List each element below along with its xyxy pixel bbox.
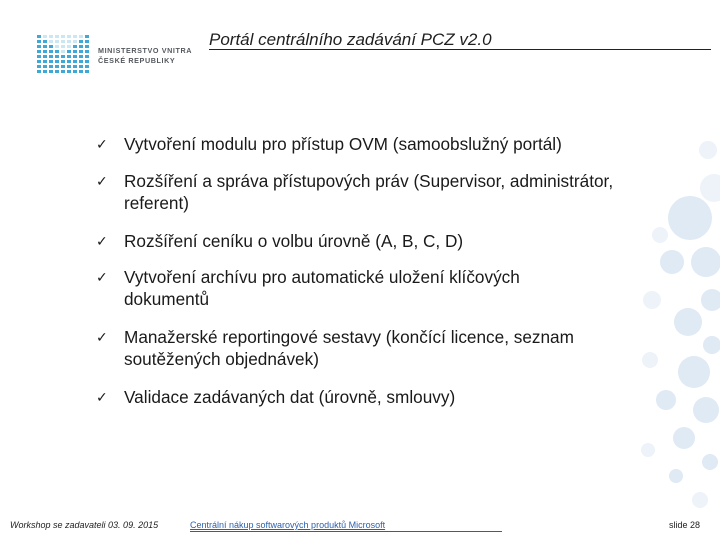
- logo-dot: [49, 50, 53, 53]
- logo-dot: [85, 65, 89, 68]
- logo-dot: [55, 65, 59, 68]
- logo-dot: [49, 65, 53, 68]
- logo-dot: [73, 35, 77, 38]
- checkmark-icon: ✓: [96, 270, 108, 286]
- bullet-text: Rozšíření a správa přístupových práv (Supervisor, administrátor, referent): [124, 171, 614, 213]
- logo-dot: [73, 40, 77, 43]
- logo-dot: [85, 40, 89, 43]
- logo-dot: [61, 55, 65, 58]
- logo-dot: [67, 60, 71, 63]
- logo-dot: [61, 65, 65, 68]
- bullet-text: Validace zadávaných dat (úrovně, smlouvy): [124, 387, 456, 407]
- logo-dot: [73, 65, 77, 68]
- checkmark-icon: ✓: [96, 137, 108, 153]
- logo-dot: [79, 60, 83, 63]
- logo-dot: [55, 70, 59, 73]
- checkmark-icon: ✓: [96, 330, 108, 346]
- logo-dot: [37, 65, 41, 68]
- logo-dot: [43, 45, 47, 48]
- ministry-logo-text: [98, 46, 192, 66]
- logo-dot: [43, 70, 47, 73]
- logo-dot: [49, 35, 53, 38]
- logo-dot: [67, 55, 71, 58]
- logo-dot: [37, 40, 41, 43]
- logo-dot: [61, 70, 65, 73]
- bullet-text: Manažerské reportingové sestavy (končící licence, seznam soutěžených objednávek): [124, 327, 574, 369]
- logo-dot: [67, 70, 71, 73]
- logo-dot: [85, 55, 89, 58]
- logo-dot: [61, 35, 65, 38]
- title-underline: [209, 49, 711, 50]
- logo-dot: [67, 50, 71, 53]
- logo-dot: [43, 50, 47, 53]
- logo-dot: [49, 40, 53, 43]
- logo-line-2: ČESKÉ REPUBLIKY: [98, 56, 176, 65]
- logo-dot: [43, 60, 47, 63]
- logo-dot: [61, 45, 65, 48]
- logo-dot: [49, 45, 53, 48]
- logo-dot: [49, 60, 53, 63]
- logo-dot: [85, 45, 89, 48]
- logo-dot: [55, 45, 59, 48]
- logo-dot: [73, 55, 77, 58]
- logo-dot: [67, 35, 71, 38]
- logo-dot: [55, 55, 59, 58]
- logo-dot: [79, 70, 83, 73]
- logo-dot: [79, 35, 83, 38]
- checkmark-icon: ✓: [96, 174, 108, 190]
- logo-dot: [79, 55, 83, 58]
- bullet-text: Rozšíření ceníku o volbu úrovně (A, B, C, D): [124, 231, 464, 251]
- logo-dot: [49, 55, 53, 58]
- logo-dot: [55, 50, 59, 53]
- logo-dot: [73, 60, 77, 63]
- logo-dot: [55, 35, 59, 38]
- logo-dot: [37, 35, 41, 38]
- logo-dot: [79, 50, 83, 53]
- logo-dot: [85, 60, 89, 63]
- slide-title: Portál centrálního zadávání PCZ v2.0: [209, 30, 492, 49]
- logo-dot: [85, 70, 89, 73]
- logo-dot: [37, 70, 41, 73]
- logo-dot: [61, 50, 65, 53]
- logo-dot: [61, 40, 65, 43]
- ministry-logo-mark-icon: [36, 32, 92, 76]
- footer-event: Workshop se zadavateli 03. 09. 2015: [10, 520, 159, 530]
- logo-dot: [73, 50, 77, 53]
- checkmark-icon: ✓: [96, 234, 108, 250]
- logo-dot: [37, 55, 41, 58]
- ministry-logo: [36, 32, 196, 80]
- logo-dot: [73, 45, 77, 48]
- logo-dot: [55, 40, 59, 43]
- logo-dot: [67, 45, 71, 48]
- logo-dot: [67, 65, 71, 68]
- footer-link[interactable]: Centrální nákup softwarových produktů Microsoft: [190, 520, 502, 532]
- logo-dot: [61, 60, 65, 63]
- logo-dot: [37, 50, 41, 53]
- logo-dot: [79, 40, 83, 43]
- bullet-text: Vytvoření archívu pro automatické uložení klíčových dokumentů: [124, 267, 520, 309]
- slide-number: slide 28: [669, 520, 701, 530]
- logo-dot: [37, 60, 41, 63]
- logo-dot: [67, 40, 71, 43]
- logo-dot: [55, 60, 59, 63]
- logo-dot: [85, 50, 89, 53]
- logo-line-1: MINISTERSTVO VNITRA: [98, 46, 193, 55]
- logo-dot: [37, 45, 41, 48]
- logo-dot: [43, 55, 47, 58]
- checkmark-icon: ✓: [96, 390, 108, 406]
- logo-dot: [85, 35, 89, 38]
- logo-dot: [43, 65, 47, 68]
- logo-dot: [43, 40, 47, 43]
- bullet-text: Vytvoření modulu pro přístup OVM (samoobslužný portál): [124, 134, 562, 154]
- logo-dot: [73, 70, 77, 73]
- logo-dot: [79, 45, 83, 48]
- logo-dot: [79, 65, 83, 68]
- logo-dot: [49, 70, 53, 73]
- logo-dot: [43, 35, 47, 38]
